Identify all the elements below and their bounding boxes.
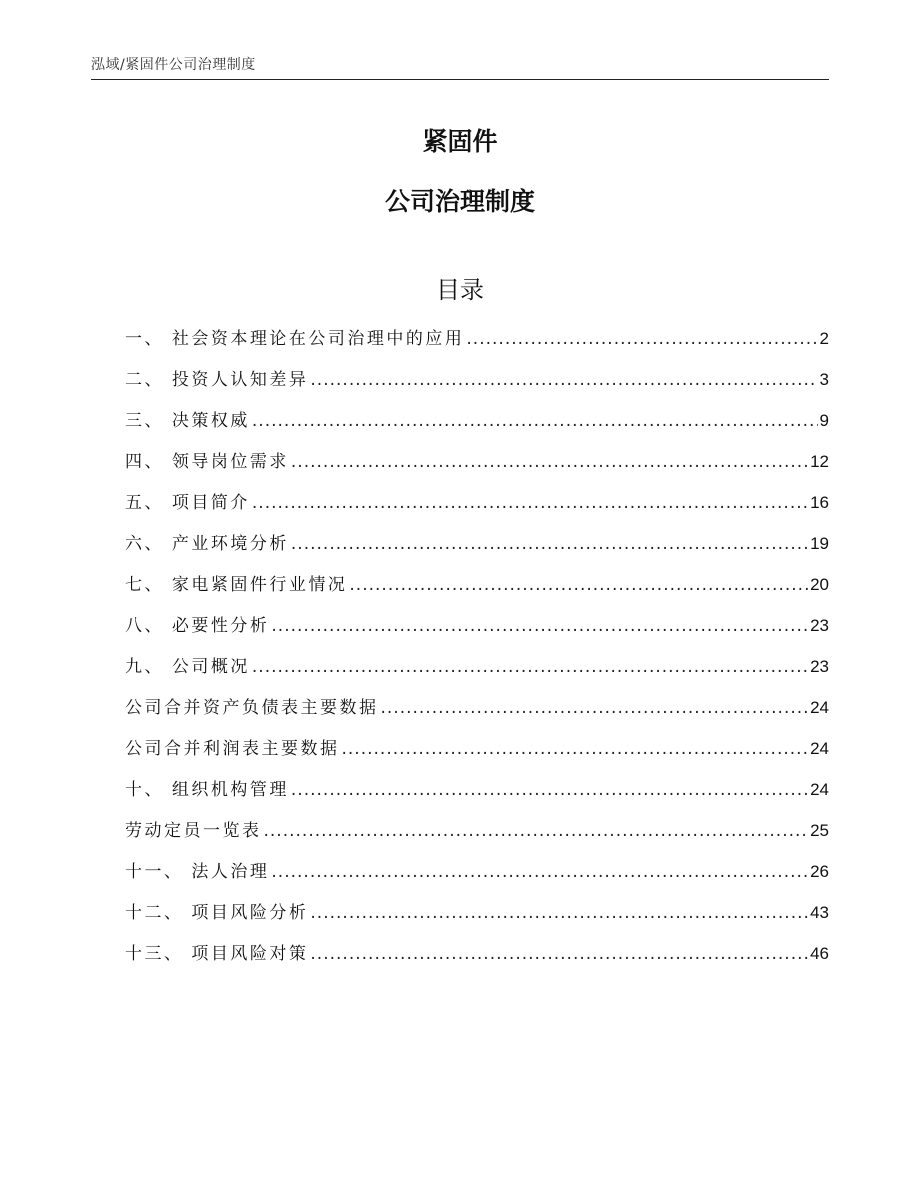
toc-heading: 目录: [436, 276, 484, 304]
toc-entry-label: 七、 家电紧固件行业情况: [125, 575, 348, 595]
toc-entry[interactable]: [125, 933, 829, 974]
toc-entry-label: 八、 必要性分析: [125, 616, 270, 636]
toc-entry[interactable]: [125, 564, 829, 605]
toc-entry-page: 23: [810, 616, 829, 635]
toc-entry-page: 2: [819, 329, 829, 348]
toc-entry[interactable]: [125, 769, 829, 810]
toc-entry-page: 43: [810, 903, 829, 922]
toc-entry[interactable]: [125, 687, 829, 728]
toc-dot-leader: [381, 688, 809, 729]
toc-entry-page: 9: [819, 411, 829, 430]
toc-entry-label: 十、 组织机构管理: [125, 780, 289, 800]
toc-entry[interactable]: [125, 605, 829, 646]
toc-dot-leader: [342, 729, 809, 770]
toc-dot-leader: [291, 770, 808, 811]
toc-dot-leader: [252, 483, 808, 524]
toc-entry-label: 十三、 项目风险对策: [125, 944, 309, 964]
toc-entry[interactable]: [125, 728, 829, 769]
toc-dot-leader: [310, 360, 817, 401]
toc-entry-page: 23: [810, 657, 829, 676]
toc-entry[interactable]: [125, 646, 829, 687]
toc-entry-label: 五、 项目简介: [125, 493, 250, 513]
toc-dot-leader: [264, 811, 809, 852]
toc-entry-page: 12: [810, 452, 829, 471]
table-of-contents: [125, 318, 829, 974]
toc-entry-label: 公司合并利润表主要数据: [125, 739, 340, 759]
toc-entry-page: 25: [810, 821, 829, 840]
toc-entry[interactable]: [125, 318, 829, 359]
toc-entry-label: 九、 公司概况: [125, 657, 250, 677]
toc-dot-leader: [252, 647, 808, 688]
document-title-line-2: 公司治理制度: [384, 187, 535, 216]
toc-entry-page: 46: [810, 944, 829, 963]
toc-dot-leader: [291, 524, 808, 565]
toc-entry[interactable]: [125, 359, 829, 400]
toc-entry-page: 16: [810, 493, 829, 512]
toc-entry-page: 24: [810, 698, 829, 717]
toc-dot-leader: [271, 606, 808, 647]
toc-entry-label: 六、 产业环境分析: [125, 534, 289, 554]
toc-entry-label: 公司合并资产负债表主要数据: [125, 698, 379, 718]
running-header: 泓域/紧固件公司治理制度: [91, 57, 256, 73]
toc-entry-page: 19: [810, 534, 829, 553]
toc-entry-label: 劳动定员一览表: [125, 821, 262, 841]
toc-entry-label: 一、 社会资本理论在公司治理中的应用: [125, 329, 465, 349]
toc-entry[interactable]: [125, 482, 829, 523]
toc-entry-page: 3: [819, 370, 829, 389]
toc-entry-page: 26: [810, 862, 829, 881]
toc-dot-leader: [271, 852, 808, 893]
document-title-line-1: 紧固件: [422, 127, 498, 156]
toc-dot-leader: [310, 893, 808, 934]
toc-entry-label: 三、 决策权威: [125, 411, 250, 431]
toc-entry[interactable]: [125, 400, 829, 441]
toc-dot-leader: [349, 565, 808, 606]
toc-entry-label: 二、 投资人认知差异: [125, 370, 309, 390]
toc-entry-page: 24: [810, 780, 829, 799]
toc-dot-leader: [466, 319, 817, 360]
toc-entry[interactable]: [125, 851, 829, 892]
header-divider: [91, 79, 829, 80]
toc-dot-leader: [310, 934, 808, 975]
toc-entry-page: 20: [810, 575, 829, 594]
toc-entry-page: 24: [810, 739, 829, 758]
toc-dot-leader: [252, 401, 818, 442]
toc-entry-label: 四、 领导岗位需求: [125, 452, 289, 472]
toc-entry[interactable]: [125, 892, 829, 933]
toc-entry[interactable]: [125, 523, 829, 564]
toc-entry[interactable]: [125, 441, 829, 482]
toc-dot-leader: [291, 442, 808, 483]
toc-entry-label: 十二、 项目风险分析: [125, 903, 309, 923]
toc-entry-label: 十一、 法人治理: [125, 862, 270, 882]
toc-entry[interactable]: [125, 810, 829, 851]
